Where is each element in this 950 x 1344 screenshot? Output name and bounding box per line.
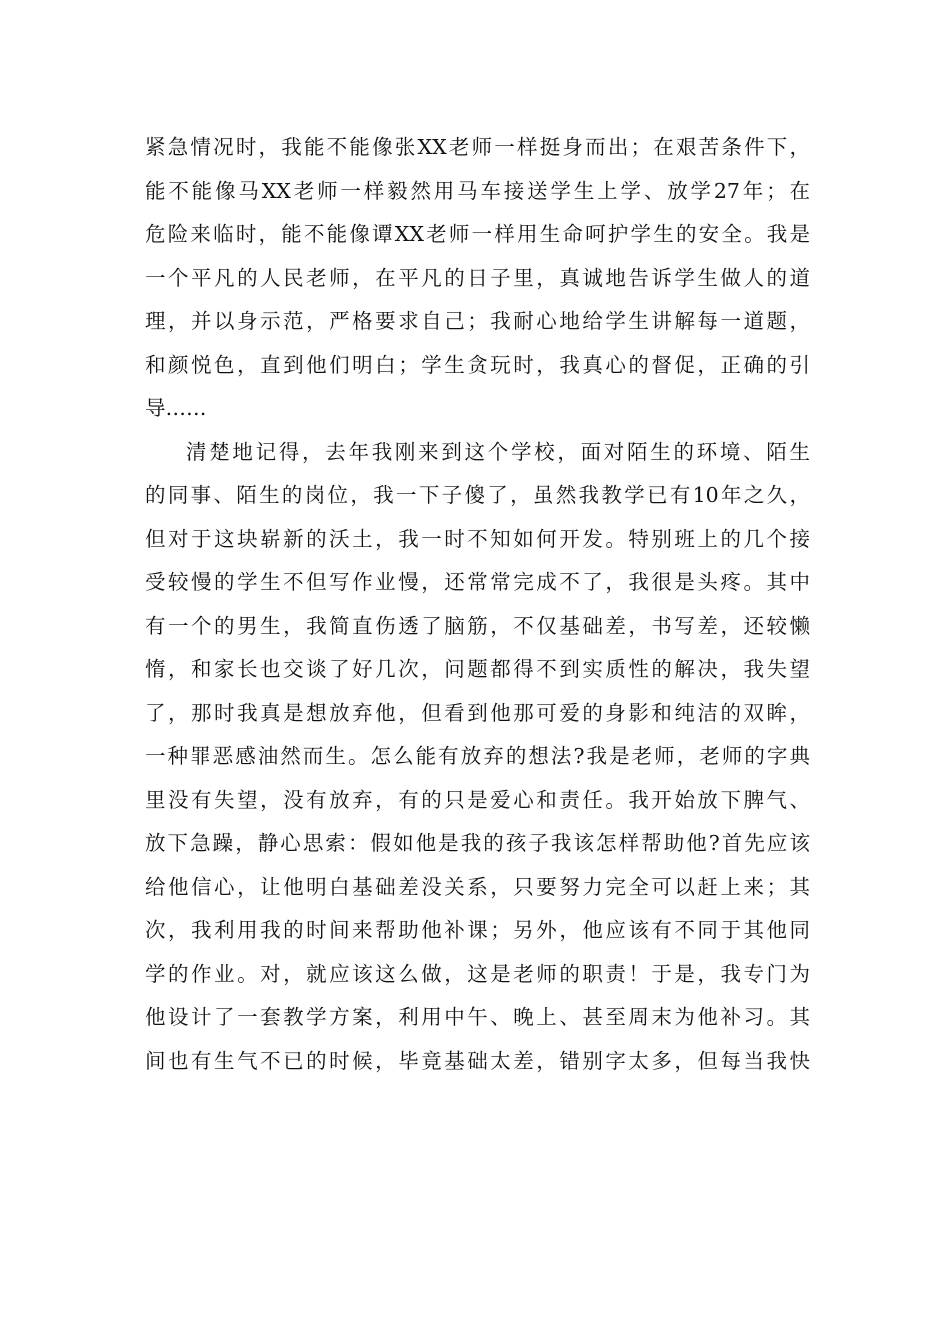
paragraph-2-line: 清楚地记得，去年我刚来到这个学校，面对陌生的环境、陌生 <box>186 439 810 464</box>
paragraph-2-line: 受较慢的学生不但写作业慢，还常常完成不了，我很是头疼。其中 <box>145 570 810 594</box>
paragraph-2-line: 但对于这块崭新的沃土，我一时不知如何开发。特别班上的几个接 <box>145 526 810 551</box>
paragraph-1-line: 理，并以身示范，严格要求自己；我耐心地给学生讲解每一道题， <box>145 309 810 333</box>
paragraph-1-line: 和颜悦色，直到他们明白；学生贪玩时，我真心的督促，正确的引 <box>145 352 810 377</box>
paragraph-2-line: 间也有生气不已的时候，毕竟基础太差，错别字太多，但每当我快 <box>145 1048 810 1073</box>
paragraph-2-line: 他设计了一套教学方案，利用中午、晚上、甚至周末为他补习。其 <box>145 1005 810 1029</box>
paragraph-1-line: 紧急情况时，我能不能像张XX老师一样挺身而出；在艰苦条件下， <box>145 135 810 159</box>
paragraph-2-line: 放下急躁，静心思索：假如他是我的孩子我该怎样帮助他?首先应该 <box>145 831 810 855</box>
paragraph-1-line: 危险来临时，能不能像谭XX老师一样用生命呵护学生的安全。我是 <box>145 222 810 246</box>
paragraph-1-line: 能不能像马XX老师一样毅然用马车接送学生上学、放学27年；在 <box>145 178 810 203</box>
paragraph-2-line: 给他信心，让他明白基础差没关系，只要努力完全可以赶上来；其 <box>145 874 810 899</box>
paragraph-2-line: 次，我利用我的时间来帮助他补课；另外，他应该有不同于其他同 <box>145 918 810 942</box>
paragraph-2-line: 惰，和家长也交谈了好几次，问题都得不到实质性的解决，我失望 <box>145 657 810 681</box>
paragraph-2-line: 学的作业。对，就应该这么做，这是老师的职责！于是，我专门为 <box>145 961 810 986</box>
paragraph-2-line: 的同事、陌生的岗位，我一下子傻了，虽然我教学已有10年之久， <box>145 483 810 507</box>
paragraph-2-line: 一种罪恶感油然而生。怎么能有放弃的想法?我是老师，老师的字典 <box>145 744 810 768</box>
paragraph-1-line: 一个平凡的人民老师，在平凡的日子里，真诚地告诉学生做人的道 <box>145 265 810 290</box>
paragraph-1-line: 导…… <box>145 396 207 420</box>
paragraph-2-line: 有一个的男生，我简直伤透了脑筋，不仅基础差，书写差，还较懒 <box>145 613 810 638</box>
paragraph-2-line <box>145 1083 810 1127</box>
body-text <box>145 126 810 1127</box>
paragraph-2-line: 了，那时我真是想放弃他，但看到他那可爱的身影和纯洁的双眸， <box>145 700 810 725</box>
paragraph-2-line: 里没有失望，没有放弃，有的只是爱心和责任。我开始放下脾气、 <box>145 787 810 812</box>
